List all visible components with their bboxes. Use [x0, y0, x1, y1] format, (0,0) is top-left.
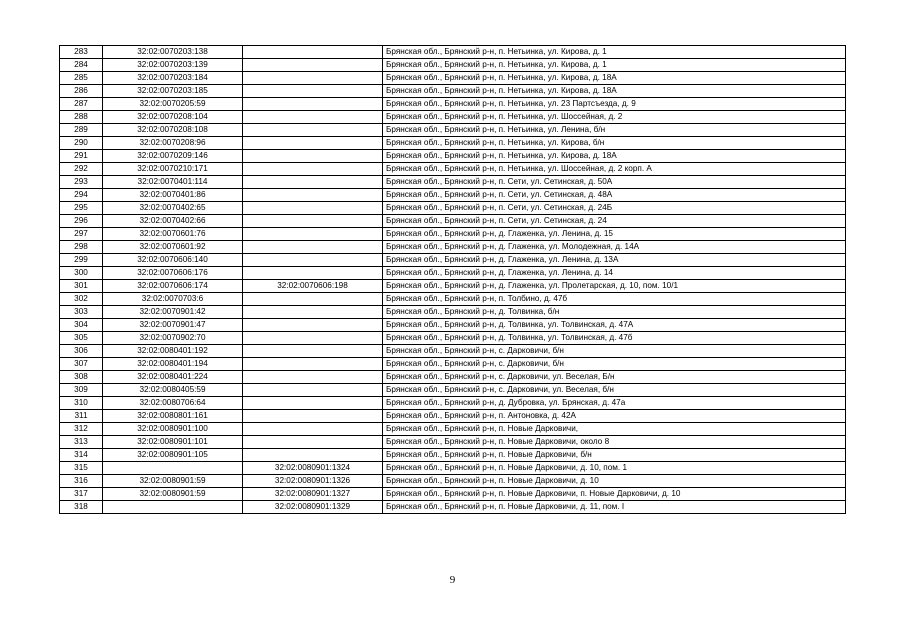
address-cell: Брянская обл., Брянский р-н, д. Дубровка, ул. Брянская, д. 47а: [383, 397, 846, 410]
building-cadastral-number-cell: [243, 332, 383, 345]
cadastral-number-cell: 32:02:0080801:161: [103, 410, 243, 423]
table-row: [60, 72, 846, 85]
row-number-cell: 287: [60, 98, 103, 111]
row-number-cell: 301: [60, 280, 103, 293]
row-number-cell: 293: [60, 176, 103, 189]
building-cadastral-number-cell: [243, 215, 383, 228]
row-number-cell: 283: [60, 46, 103, 59]
cadastral-number-cell: 32:02:0080706:64: [103, 397, 243, 410]
row-number-cell: 306: [60, 345, 103, 358]
cadastral-number-cell: 32:02:0070203:138: [103, 46, 243, 59]
address-cell: Брянская обл., Брянский р-н, д. Толвинка, ул. Толвинская, д. 47б: [383, 332, 846, 345]
cadastral-number-cell: 32:02:0070209:146: [103, 150, 243, 163]
row-number-cell: 313: [60, 436, 103, 449]
row-number-cell: 288: [60, 111, 103, 124]
table-row: [60, 384, 846, 397]
row-number-cell: 295: [60, 202, 103, 215]
row-number-cell: 314: [60, 449, 103, 462]
row-number-cell: 307: [60, 358, 103, 371]
table-row: [60, 111, 846, 124]
building-cadastral-number-cell: [243, 319, 383, 332]
row-number-cell: 294: [60, 189, 103, 202]
cadastral-number-cell: 32:02:0070210:171: [103, 163, 243, 176]
address-cell: Брянская обл., Брянский р-н, с. Дарковичи, ул. Веселая, б/н: [383, 384, 846, 397]
address-cell: Брянская обл., Брянский р-н, п. Нетьинка, ул. 23 Партсъезда, д. 9: [383, 98, 846, 111]
address-cell: Брянская обл., Брянский р-н, п. Нетьинка, ул. Кирова, б/н: [383, 137, 846, 150]
cadastral-number-cell: 32:02:0080401:194: [103, 358, 243, 371]
table-row: [60, 332, 846, 345]
cadastral-number-cell: [103, 462, 243, 475]
cadastral-number-cell: 32:02:0070203:185: [103, 85, 243, 98]
address-cell: Брянская обл., Брянский р-н, п. Нетьинка, ул. Кирова, д. 18А: [383, 150, 846, 163]
address-cell: Брянская обл., Брянский р-н, д. Глаженка, ул. Ленина, д. 15: [383, 228, 846, 241]
row-number-cell: 317: [60, 488, 103, 501]
table-row: [60, 462, 846, 475]
address-cell: Брянская обл., Брянский р-н, д. Глаженка, ул. Ленина, д. 13А: [383, 254, 846, 267]
cadastral-number-cell: 32:02:0070208:108: [103, 124, 243, 137]
address-cell: Брянская обл., Брянский р-н, п. Новые Дарковичи, д. 11, пом. I: [383, 501, 846, 514]
table-row: [60, 215, 846, 228]
cadastral-number-cell: 32:02:0070902:70: [103, 332, 243, 345]
building-cadastral-number-cell: [243, 228, 383, 241]
table-row: [60, 150, 846, 163]
table-row: [60, 254, 846, 267]
address-cell: Брянская обл., Брянский р-н, с. Дарковичи, б/н: [383, 345, 846, 358]
table-row: [60, 436, 846, 449]
address-cell: Брянская обл., Брянский р-н, д. Глаженка, ул. Пролетарская, д. 10, пом. 10/1: [383, 280, 846, 293]
row-number-cell: 290: [60, 137, 103, 150]
address-cell: Брянская обл., Брянский р-н, п. Антоновка, д. 42А: [383, 410, 846, 423]
page-number: 9: [449, 574, 456, 586]
building-cadastral-number-cell: [243, 436, 383, 449]
cadastral-number-cell: 32:02:0070703:6: [103, 293, 243, 306]
table-row: [60, 423, 846, 436]
row-number-cell: 289: [60, 124, 103, 137]
row-number-cell: 318: [60, 501, 103, 514]
row-number-cell: 286: [60, 85, 103, 98]
table-row: [60, 202, 846, 215]
building-cadastral-number-cell: [243, 254, 383, 267]
table-row: [60, 176, 846, 189]
address-cell: Брянская обл., Брянский р-н, п. Новые Дарковичи, д. 10, пом. 1: [383, 462, 846, 475]
building-cadastral-number-cell: [243, 111, 383, 124]
building-cadastral-number-cell: [243, 137, 383, 150]
address-cell: Брянская обл., Брянский р-н, д. Глаженка, ул. Молодежная, д. 14А: [383, 241, 846, 254]
address-cell: Брянская обл., Брянский р-н, п. Толбино, д. 47б: [383, 293, 846, 306]
table-row: [60, 46, 846, 59]
address-cell: Брянская обл., Брянский р-н, п. Нетьинка, ул. Кирова, д. 18А: [383, 72, 846, 85]
row-number-cell: 311: [60, 410, 103, 423]
table-row: [60, 306, 846, 319]
building-cadastral-number-cell: 32:02:0080901:1326: [243, 475, 383, 488]
cadastral-number-cell: 32:02:0070203:184: [103, 72, 243, 85]
row-number-cell: 284: [60, 59, 103, 72]
address-cell: Брянская обл., Брянский р-н, п. Сети, ул. Сетинская, д. 50А: [383, 176, 846, 189]
row-number-cell: 285: [60, 72, 103, 85]
table-row: [60, 319, 846, 332]
building-cadastral-number-cell: [243, 98, 383, 111]
table-row: [60, 267, 846, 280]
building-cadastral-number-cell: [243, 371, 383, 384]
row-number-cell: 308: [60, 371, 103, 384]
address-cell: Брянская обл., Брянский р-н, с. Дарковичи, ул. Веселая, Б/н: [383, 371, 846, 384]
building-cadastral-number-cell: [243, 267, 383, 280]
table-row: [60, 241, 846, 254]
row-number-cell: 309: [60, 384, 103, 397]
row-number-cell: 312: [60, 423, 103, 436]
table-row: [60, 59, 846, 72]
table-row: [60, 163, 846, 176]
table-row: [60, 358, 846, 371]
building-cadastral-number-cell: [243, 306, 383, 319]
cadastral-number-cell: 32:02:0080901:105: [103, 449, 243, 462]
cadastral-number-cell: 32:02:0070208:96: [103, 137, 243, 150]
cadastral-number-cell: 32:02:0070401:114: [103, 176, 243, 189]
address-cell: Брянская обл., Брянский р-н, п. Нетьинка, ул. Кирова, д. 18А: [383, 85, 846, 98]
row-number-cell: 316: [60, 475, 103, 488]
table-row: [60, 345, 846, 358]
registry-table: [59, 45, 846, 514]
table-row: [60, 501, 846, 514]
building-cadastral-number-cell: [243, 345, 383, 358]
building-cadastral-number-cell: [243, 150, 383, 163]
row-number-cell: 304: [60, 319, 103, 332]
row-number-cell: 297: [60, 228, 103, 241]
building-cadastral-number-cell: [243, 85, 383, 98]
row-number-cell: 292: [60, 163, 103, 176]
building-cadastral-number-cell: [243, 241, 383, 254]
table-row: [60, 475, 846, 488]
cadastral-number-cell: 32:02:0080401:192: [103, 345, 243, 358]
cadastral-number-cell: 32:02:0080901:59: [103, 475, 243, 488]
table-row: [60, 189, 846, 202]
building-cadastral-number-cell: [243, 293, 383, 306]
cadastral-number-cell: 32:02:0070402:66: [103, 215, 243, 228]
address-cell: Брянская обл., Брянский р-н, д. Глаженка, ул. Ленина, д. 14: [383, 267, 846, 280]
table-row: [60, 124, 846, 137]
building-cadastral-number-cell: [243, 397, 383, 410]
cadastral-number-cell: 32:02:0070208:104: [103, 111, 243, 124]
table-row: [60, 397, 846, 410]
table-row: [60, 488, 846, 501]
address-cell: Брянская обл., Брянский р-н, п. Нетьинка, ул. Кирова, д. 1: [383, 59, 846, 72]
cadastral-number-cell: 32:02:0080405:59: [103, 384, 243, 397]
address-cell: Брянская обл., Брянский р-н, п. Сети, ул. Сетинская, д. 48А: [383, 189, 846, 202]
row-number-cell: 315: [60, 462, 103, 475]
building-cadastral-number-cell: [243, 189, 383, 202]
table-row: [60, 137, 846, 150]
building-cadastral-number-cell: 32:02:0070606:198: [243, 280, 383, 293]
building-cadastral-number-cell: [243, 163, 383, 176]
building-cadastral-number-cell: [243, 46, 383, 59]
cadastral-number-cell: 32:02:0070601:76: [103, 228, 243, 241]
address-cell: Брянская обл., Брянский р-н, п. Новые Дарковичи, п. Новые Дарковичи, д. 10: [383, 488, 846, 501]
cadastral-number-cell: 32:02:0070901:42: [103, 306, 243, 319]
address-cell: Брянская обл., Брянский р-н, п. Новые Дарковичи, б/н: [383, 449, 846, 462]
table-row: [60, 228, 846, 241]
building-cadastral-number-cell: [243, 449, 383, 462]
building-cadastral-number-cell: 32:02:0080901:1327: [243, 488, 383, 501]
row-number-cell: 300: [60, 267, 103, 280]
table-row: [60, 98, 846, 111]
row-number-cell: 299: [60, 254, 103, 267]
table-row: [60, 449, 846, 462]
cadastral-number-cell: 32:02:0080401:224: [103, 371, 243, 384]
building-cadastral-number-cell: [243, 124, 383, 137]
cadastral-number-cell: 32:02:0070601:92: [103, 241, 243, 254]
row-number-cell: 303: [60, 306, 103, 319]
row-number-cell: 310: [60, 397, 103, 410]
address-cell: Брянская обл., Брянский р-н, п. Сети, ул. Сетинская, д. 24Б: [383, 202, 846, 215]
address-cell: Брянская обл., Брянский р-н, д. Толвинка, б/н: [383, 306, 846, 319]
building-cadastral-number-cell: [243, 72, 383, 85]
row-number-cell: 296: [60, 215, 103, 228]
building-cadastral-number-cell: [243, 423, 383, 436]
table-row: [60, 280, 846, 293]
cadastral-number-cell: 32:02:0080901:100: [103, 423, 243, 436]
building-cadastral-number-cell: [243, 202, 383, 215]
cadastral-number-cell: 32:02:0070606:176: [103, 267, 243, 280]
address-cell: Брянская обл., Брянский р-н, д. Толвинка, ул. Толвинская, д. 47А: [383, 319, 846, 332]
building-cadastral-number-cell: 32:02:0080901:1324: [243, 462, 383, 475]
building-cadastral-number-cell: [243, 358, 383, 371]
building-cadastral-number-cell: [243, 384, 383, 397]
cadastral-number-cell: 32:02:0070606:140: [103, 254, 243, 267]
cadastral-number-cell: 32:02:0070401:86: [103, 189, 243, 202]
cadastral-number-cell: 32:02:0070205:59: [103, 98, 243, 111]
row-number-cell: 302: [60, 293, 103, 306]
table-row: [60, 293, 846, 306]
cadastral-number-cell: 32:02:0070606:174: [103, 280, 243, 293]
cadastral-number-cell: [103, 501, 243, 514]
table-row: [60, 85, 846, 98]
address-cell: Брянская обл., Брянский р-н, с. Дарковичи, б/н: [383, 358, 846, 371]
cadastral-number-cell: 32:02:0080901:59: [103, 488, 243, 501]
cadastral-number-cell: 32:02:0080901:101: [103, 436, 243, 449]
row-number-cell: 305: [60, 332, 103, 345]
address-cell: Брянская обл., Брянский р-н, п. Нетьинка, ул. Шоссейная, д. 2 корп. А: [383, 163, 846, 176]
address-cell: Брянская обл., Брянский р-н, п. Нетьинка, ул. Шоссейная, д. 2: [383, 111, 846, 124]
building-cadastral-number-cell: [243, 176, 383, 189]
registry-table-body: [60, 46, 846, 514]
address-cell: Брянская обл., Брянский р-н, п. Сети, ул. Сетинская, д. 24: [383, 215, 846, 228]
address-cell: Брянская обл., Брянский р-н, п. Новые Дарковичи,: [383, 423, 846, 436]
building-cadastral-number-cell: [243, 410, 383, 423]
table-row: [60, 371, 846, 384]
cadastral-number-cell: 32:02:0070901:47: [103, 319, 243, 332]
table-row: [60, 410, 846, 423]
cadastral-number-cell: 32:02:0070402:65: [103, 202, 243, 215]
row-number-cell: 291: [60, 150, 103, 163]
address-cell: Брянская обл., Брянский р-н, п. Новые Дарковичи, д. 10: [383, 475, 846, 488]
address-cell: Брянская обл., Брянский р-н, п. Новые Дарковичи, около 8: [383, 436, 846, 449]
building-cadastral-number-cell: 32:02:0080901:1329: [243, 501, 383, 514]
building-cadastral-number-cell: [243, 59, 383, 72]
cadastral-number-cell: 32:02:0070203:139: [103, 59, 243, 72]
address-cell: Брянская обл., Брянский р-н, п. Нетьинка, ул. Кирова, д. 1: [383, 46, 846, 59]
address-cell: Брянская обл., Брянский р-н, п. Нетьинка, ул. Ленина, б/н: [383, 124, 846, 137]
row-number-cell: 298: [60, 241, 103, 254]
